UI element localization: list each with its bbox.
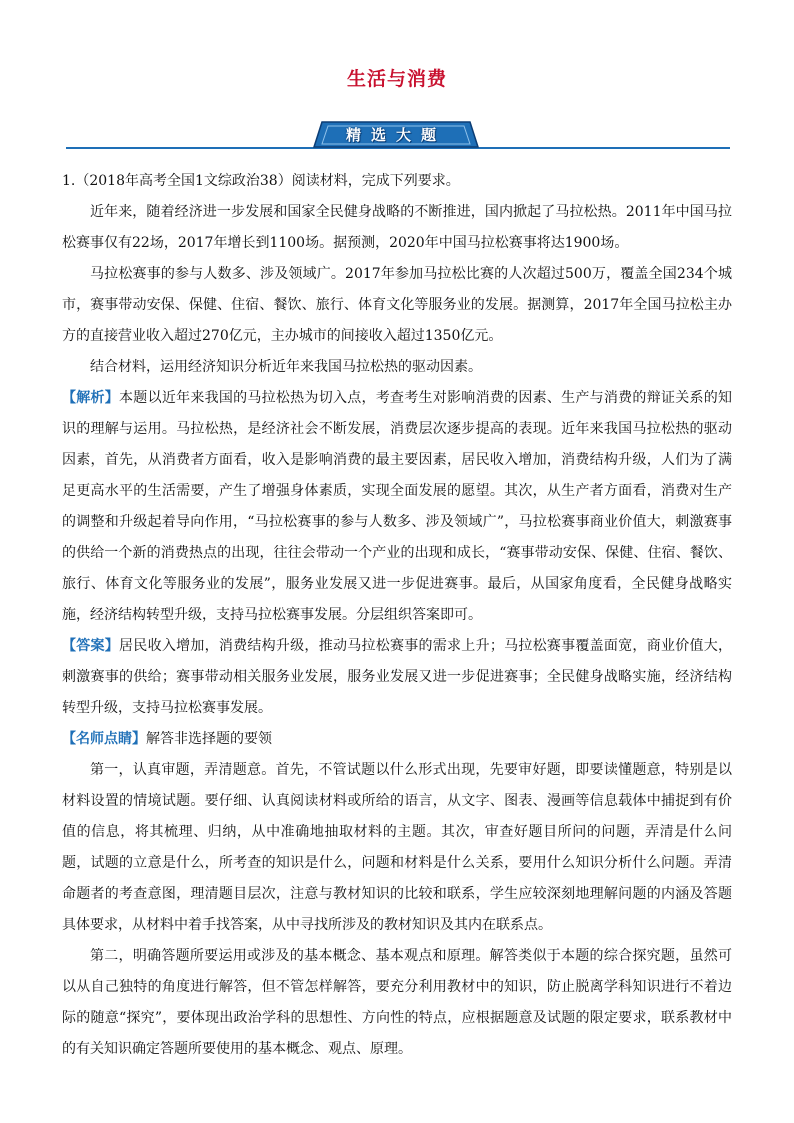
material-paragraph-2: 马拉松赛事的参与人数多、涉及领域广。2017年参加马拉松比赛的人次超过500万，覆盖全国234个城市，赛事带动安保、保健、住宿、餐饮、旅行、体育文化等服务业的发展。据测算，2017年全国马拉松主办方的直接营业收入超过270亿元，主办城市的间接收入超过1350亿元。 (62, 266, 732, 344)
tips-paragraph-1: 第一，认真审题，弄清题意。首先，不管试题以什么形式出现，先要审好题，即要读懂题意，特别是以材料设置的情境试题。要仔细、认真阅读材料或所给的语言，从文字、图表、漫画等信息载体中捕捉到有价值的信息，将其梳理、归纳，从中准确地抽取材料的主题。其次，审查好题目所问的问题，弄清是什么问题，试题的立意是什么，所考查的知识是什么，问题和材料是什么关系，要用什么知识分析什么问题。弄清命题者的考查意图，理清题目层次，注意与教材知识的比较和联系，学生应较深刻地理解问题的内涵及答题具体要求，从材料中着手找答案，从中寻找所涉及的教材知识及其内在联系点。 (62, 762, 732, 933)
section-banner (312, 120, 480, 148)
analysis-text: 本题以近年来我国的马拉松热为切入点，考查考生对影响消费的因素、生产与消费的辩证关系的知识的理解与运用。马拉松热，是经济社会不断发展，消费层次逐步提高的表现。近年来我国马拉松热的驱动因素，首先，从消费者方面看，收入是影响消费的最主要因素，居民收入增加，消费结构升级，人们为了满足更高水平的生活需要，产生了增强身体素质，实现全面发展的愿望。其次，从生产者方面看，消费对生产的调整和升级起着导向作用，“马拉松赛事的参与人数多、涉及领域广”，马拉松赛事商业价值大，刺激赛事的供给一个新的消费热点的出现，往往会带动一个产业的出现和成长，“赛事带动安保、保健、住宿、餐饮、旅行、体育文化等服务业的发展”，服务业发展又进一步促进赛事。最后，从国家角度看，全民健身战略实施，经济结构转型升级，支持马拉松赛事发展。分层组织答案即可。 (62, 390, 733, 623)
tips-heading: 解答非选择题的要领 (146, 731, 272, 747)
question-prompt: 结合材料，运用经济知识分析近年来我国马拉松热的驱动因素。 (90, 359, 482, 375)
question-header: 1.（2018年高考全国1文综政治38）阅读材料，完成下列要求。 (62, 173, 460, 189)
analysis-label: 【解析】 (62, 390, 120, 406)
material-paragraph-1: 近年来，随着经济进一步发展和国家全民健身战略的不断推进，国内掀起了马拉松热。2011年中国马拉松赛事仅有22场，2017年增长到1100场。据预测，2020年中国马拉松赛事将达1900场。 (62, 204, 732, 251)
tips-heading-block (62, 724, 732, 755)
analysis-block (62, 383, 732, 631)
tips-paragraph-2: 第二，明确答题所要运用或涉及的基本概念、基本观点和原理。解答类似于本题的综合探究题，虽然可以从自己独特的角度进行解答，但不管怎样解答，要充分利用教材中的知识，防止脱离学科知识进行不着边际的随意“探究”，要体现出政治学科的思想性、方向性的特点，应根据题意及试题的限定要求，联系教材中的有关知识确定答题所要使用的基本概念、观点、原理。 (62, 948, 732, 1057)
answer-label: 【答案】 (62, 638, 120, 654)
answer-block (62, 631, 732, 724)
tips-label: 【名师点睛】 (62, 731, 146, 747)
answer-text: 居民收入增加，消费结构升级，推动马拉松赛事的需求上升；马拉松赛事覆盖面宽，商业价值大，刺激赛事的供给；赛事带动相关服务业发展，服务业发展又进一步促进赛事；全民健身战略实施，经济结构转型升级，支持马拉松赛事发展。 (62, 638, 733, 716)
banner-label: 精选大题 (345, 126, 446, 144)
document-body (62, 166, 732, 1065)
page-title: 生活与消费 (346, 68, 447, 90)
